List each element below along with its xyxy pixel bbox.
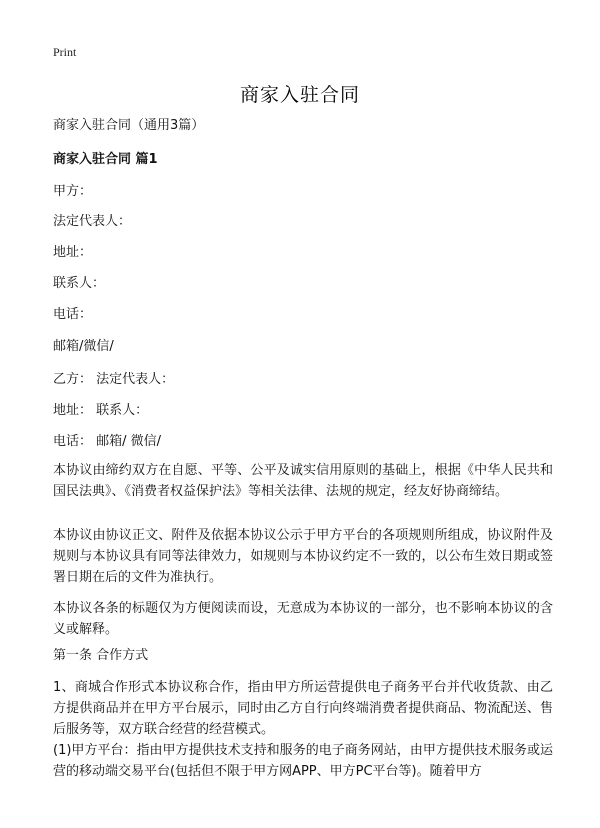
document-subtitle: 商家入驻合同（通用3篇） [53, 118, 205, 133]
email-field: 邮箱/微信/ [53, 339, 114, 354]
article-1-title: 第一条 合作方式 [53, 648, 149, 663]
party-a-field: 甲方： [53, 184, 93, 199]
paragraph-platform: (1)甲方平台：指由甲方提供技术支持和服务的电子商务网站，由甲方提供技术服务或运营的移动端交易平台(包括但不限于甲方网APP、甲方PC平台等)。随着甲方 [53, 743, 553, 779]
phone-email-line: 电话： 邮箱/ 微信/ [53, 434, 162, 449]
document-title: 商家入驻合同 [239, 84, 360, 106]
paragraph-composition: 本协议由协议正文、附件及依据本协议公示于甲方平台的各项规则所组成，协议附件及规则与本协议具有同等法律效力，如规则与本协议约定不一致的，以公布生效日期或签署日期在后的文件为准执行。 [53, 528, 553, 585]
print-link[interactable]: Print [53, 45, 77, 59]
paragraph-basis: 本协议由缔约双方在自愿、平等、公平及诚实信用原则的基础上，根据《中华人民共和国民法典》、《消费者权益保护法》等相关法律、法规的规定，经友好协商缔结。 [53, 463, 553, 499]
paragraph-cooperation: 1、商城合作形式本协议称合作，指由甲方所运营提供电子商务平台并代收货款、由乙方提供商品并在甲方平台展示，同时由乙方自行向终端消费者提供商品、物流配送、售后服务等，双方联合经营的经营模式。 [53, 680, 553, 737]
paragraph-headings: 本协议各条的标题仅为方便阅读而设，无意成为本协议的一部分，也不影响本协议的含义或解释。 [53, 601, 553, 637]
section-heading: 商家入驻合同 篇1 [53, 152, 158, 167]
address-contact-line: 地址： 联系人： [53, 403, 149, 418]
contact-field: 联系人： [53, 276, 106, 291]
legal-rep-field: 法定代表人： [53, 214, 132, 229]
address-field: 地址： [53, 245, 93, 260]
phone-field: 电话： [53, 307, 93, 322]
party-b-line: 乙方： 法定代表人： [53, 372, 175, 387]
